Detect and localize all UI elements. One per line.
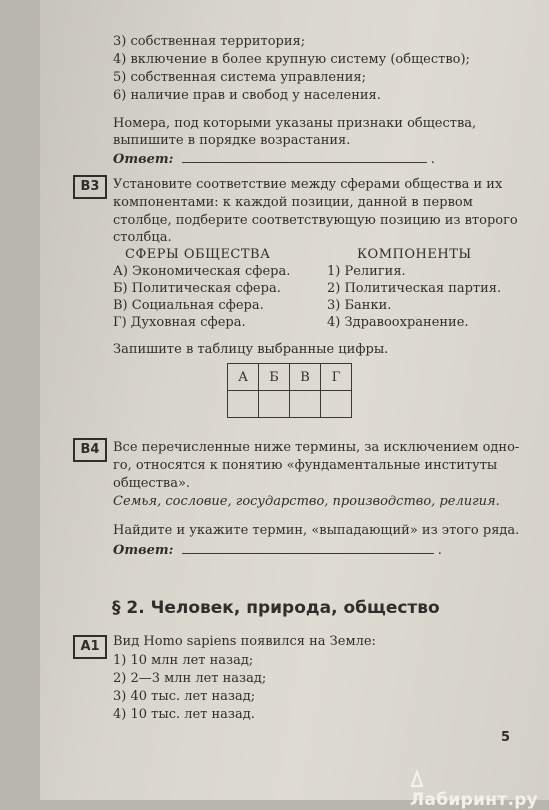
b4-task: Найдите и укажите термин, «выпадающий» из этого ряда. <box>113 523 520 538</box>
b3-right-item: 2) Политическая партия. <box>327 281 502 296</box>
answer-cell[interactable] <box>290 391 321 418</box>
b3-left-item: Г) Духовная сфера. <box>113 315 246 330</box>
task-label-b4: В4 <box>73 438 107 462</box>
task-label-a1: А1 <box>73 635 107 659</box>
a1-option: 2) 2—3 млн лет назад; <box>113 671 267 686</box>
answer-cell[interactable] <box>321 391 352 418</box>
intro-item-4: 4) включение в более крупную систему (общество); <box>113 52 470 67</box>
intro-item-3: 3) собственная территория; <box>113 34 306 49</box>
b3-text-line: столбца. <box>113 230 172 245</box>
page-number: 5 <box>501 730 511 745</box>
task-label-b3: В3 <box>73 175 107 199</box>
a1-question: Вид Homo sapiens появился на Земле: <box>113 634 376 649</box>
answer-label: Ответ: <box>113 543 174 558</box>
watermark-text: Лабиринт.ру <box>410 790 539 810</box>
b3-table-instruction: Запишите в таблицу выбранные цифры. <box>113 342 389 357</box>
b4-text-line: общества». <box>113 476 191 491</box>
b3-right-item: 3) Банки. <box>327 298 392 313</box>
a1-option: 1) 10 млн лет назад; <box>113 653 254 668</box>
b3-right-item: 4) Здравоохранение. <box>327 315 469 330</box>
answer-blank[interactable] <box>182 541 434 554</box>
b3-left-item: А) Экономическая сфера. <box>113 264 291 279</box>
b3-text-line: компонентами: к каждой позиции, данной в первом <box>113 195 473 210</box>
table-header-cell: Б <box>259 364 290 391</box>
labirint-logo-icon <box>410 770 424 788</box>
section-title: § 2. Человек, природа, общество <box>112 598 440 618</box>
answer-cell[interactable] <box>228 391 259 418</box>
a1-option: 3) 40 тыс. лет назад; <box>113 689 256 704</box>
b3-left-item: В) Социальная сфера. <box>113 298 264 313</box>
table-header-cell: Г <box>321 364 352 391</box>
intro-item-5: 5) собственная система управления; <box>113 70 366 85</box>
labirint-watermark <box>410 770 549 810</box>
answer-blank[interactable] <box>182 150 427 163</box>
b3-answer-table <box>227 363 352 418</box>
a1-option: 4) 10 тыс. лет назад. <box>113 707 255 722</box>
table-header-cell: А <box>228 364 259 391</box>
b3-right-item: 1) Религия. <box>327 264 406 279</box>
b4-text-line: го, относятся к понятию «фундаментальные институты <box>113 458 498 473</box>
textbook-page <box>40 0 549 800</box>
b3-text-line: столбце, подберите соответствующую позицию из второго <box>113 213 518 228</box>
answer-line-2[interactable]: Ответ: . <box>113 543 442 558</box>
b3-text-line: Установите соответствие между сферами общества и их <box>113 177 503 192</box>
intro-item-6: 6) наличие прав и свобод у населения. <box>113 88 381 103</box>
answer-line-1[interactable]: Ответ: . <box>113 152 435 167</box>
b3-left-item: Б) Политическая сфера. <box>113 281 281 296</box>
b4-text-line: Все перечисленные ниже термины, за исключением одно- <box>113 440 520 455</box>
table-header-cell: В <box>290 364 321 391</box>
b4-terms: Семья, сословие, государство, производство, религия. <box>113 494 500 509</box>
b3-left-header: СФЕРЫ ОБЩЕСТВА <box>125 247 271 262</box>
intro-task-line: выпишите в порядке возрастания. <box>113 133 351 148</box>
answer-cell[interactable] <box>259 391 290 418</box>
answer-label: Ответ: <box>113 152 174 167</box>
intro-task-line: Номера, под которыми указаны признаки общества, <box>113 116 477 131</box>
b3-right-header: КОМПОНЕНТЫ <box>357 247 472 262</box>
